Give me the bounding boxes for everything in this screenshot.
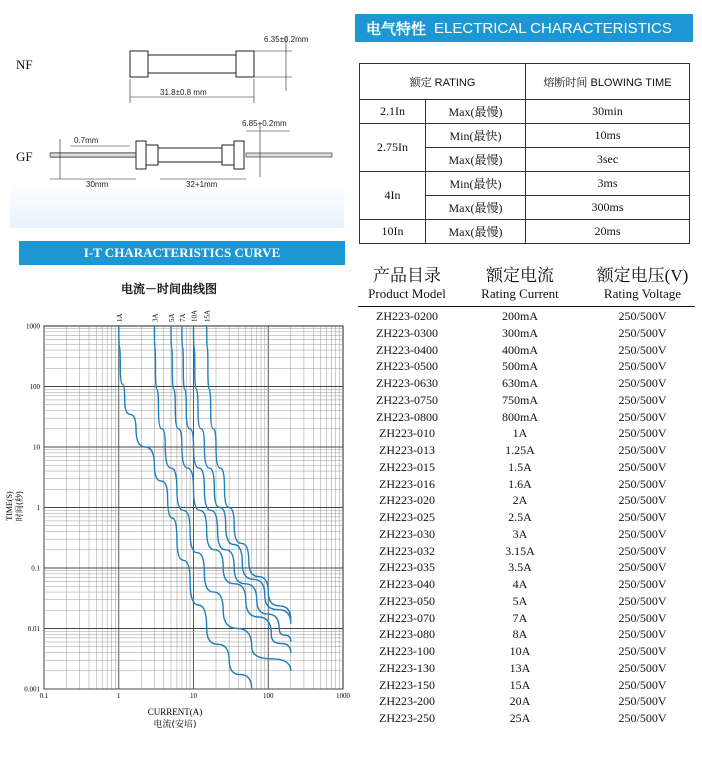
mode-cell: Min(最快) [426, 124, 526, 148]
model-cell: ZH223-250 [379, 711, 435, 725]
mode-cell: Min(最快) [426, 172, 526, 196]
nf-label: NF [16, 57, 33, 72]
y-tick-label: 0.001 [24, 685, 40, 694]
table-row [360, 409, 695, 426]
table-row [360, 392, 695, 409]
table-row [360, 375, 695, 392]
table-row [360, 476, 695, 493]
current-cell: 400mA [502, 342, 538, 357]
voltage-cell: 250/500V [618, 660, 667, 675]
current-cell: 3A [512, 526, 528, 541]
mode-cell: Max(最慢) [426, 148, 526, 172]
model-header-en: Product Model [368, 286, 446, 301]
table-row [360, 526, 695, 543]
voltage-cell: 250/500V [618, 711, 667, 725]
product-table-body [360, 308, 695, 727]
voltage-cell: 250/500V [618, 443, 667, 457]
model-cell: ZH223-150 [379, 677, 435, 692]
current-cell: 2A [512, 493, 528, 508]
model-cell: ZH223-0400 [376, 342, 438, 357]
table-row [360, 693, 695, 710]
voltage-cell: 250/500V [618, 325, 667, 340]
y-axis-label: TIME(S) [5, 491, 14, 521]
voltage-cell: 250/500V [618, 476, 667, 491]
x-tick-label: 10 [190, 692, 197, 700]
y-tick-label: 1 [36, 504, 40, 512]
current-cell: 15A [509, 677, 531, 692]
current-cell: 25A [509, 711, 531, 725]
current-cell: 4A [512, 577, 528, 591]
voltage-cell: 250/500V [618, 493, 667, 508]
table-row [360, 172, 690, 196]
current-cell: 20A [509, 694, 531, 709]
chart-grid [44, 326, 343, 689]
mode-cell: Max(最慢) [426, 220, 526, 244]
voltage-cell: 250/500V [618, 459, 667, 474]
voltage-cell: 250/500V [618, 677, 667, 692]
x-axis-label-cn: 电流(安培) [153, 720, 197, 730]
table-header-row [360, 64, 690, 100]
voltage-cell: 250/500V [618, 577, 667, 591]
model-cell: ZH223-0300 [376, 325, 438, 340]
gf-lead-dia-text: 0.7mm [74, 136, 99, 145]
product-table-header [360, 266, 695, 306]
table-row [360, 677, 695, 694]
series-label-1a: 1A [115, 313, 124, 322]
current-cell: 5A [512, 593, 528, 608]
gf-diameter-text: 6.85+0.2mm [242, 119, 287, 128]
model-cell: ZH223-035 [379, 560, 435, 575]
time-cell: 10ms [526, 124, 690, 148]
current-cell: 300mA [502, 325, 538, 340]
it-curve-chart [0, 296, 355, 736]
voltage-cell: 250/500V [618, 694, 667, 709]
model-cell: ZH223-080 [379, 627, 435, 642]
table-row [360, 100, 690, 124]
table-row [360, 459, 695, 476]
table-row [360, 492, 695, 509]
table-row [360, 660, 695, 677]
rating-column-header: 额定 RATING [360, 64, 526, 100]
current-cell: 7A [512, 610, 528, 625]
table-row [360, 358, 695, 375]
series-label-15a: 15A [203, 309, 212, 322]
model-cell: ZH223-013 [379, 443, 435, 457]
voltage-cell: 250/500V [618, 644, 667, 658]
model-cell: ZH223-015 [379, 459, 435, 474]
gf-lead-len-text: 30mm [86, 180, 109, 189]
time-cell: 3sec [526, 148, 690, 172]
model-cell: ZH223-050 [379, 593, 435, 608]
voltage-cell: 250/500V [618, 510, 667, 524]
it-curve-header: I-T CHARACTERISTICS CURVE [19, 241, 345, 265]
voltage-cell: 250/500V [618, 610, 667, 625]
header-divider [358, 306, 695, 307]
model-cell: ZH223-130 [379, 660, 435, 675]
series-label-3a: 3A [151, 313, 160, 322]
table-row [360, 710, 695, 727]
table-row [360, 325, 695, 342]
table-row [360, 610, 695, 627]
voltage-cell: 250/500V [618, 627, 667, 642]
y-tick-label: 100 [29, 383, 40, 391]
current-column-header [470, 266, 570, 302]
model-cell: ZH223-010 [379, 426, 435, 441]
current-cell: 1A [512, 426, 528, 441]
model-header-cn: 产品目录 [373, 266, 441, 285]
rating-cell: 10In [360, 220, 426, 244]
table-row [360, 308, 695, 325]
fuse-outline-drawing [10, 19, 344, 228]
current-cell: 1.25A [505, 443, 535, 457]
current-cell: 200mA [502, 309, 538, 323]
model-cell: ZH223-020 [379, 493, 435, 508]
y-axis-label-cn: 时间(秒) [15, 490, 24, 522]
model-cell: ZH223-100 [379, 644, 435, 658]
table-row [360, 425, 695, 442]
time-cell: 3ms [526, 172, 690, 196]
time-cell: 20ms [526, 220, 690, 244]
current-cell: 800mA [502, 409, 538, 424]
voltage-cell: 250/500V [618, 543, 667, 558]
current-cell: 1.5A [508, 459, 532, 474]
table-row [360, 576, 695, 593]
electrical-table [359, 63, 690, 244]
rating-cell: 2.75In [360, 124, 426, 172]
voltage-column-header [590, 266, 695, 302]
model-cell: ZH223-0750 [376, 392, 438, 407]
current-cell: 13A [509, 660, 531, 675]
model-cell: ZH223-200 [379, 694, 435, 709]
model-cell: ZH223-030 [379, 526, 435, 541]
y-tick-label: 1000 [26, 322, 40, 331]
y-tick-label: 0.1 [31, 564, 40, 573]
current-cell: 8A [512, 627, 528, 642]
gf-label: GF [16, 149, 33, 164]
model-column-header [360, 266, 454, 302]
model-cell: ZH223-040 [379, 577, 435, 591]
current-cell: 1.6A [508, 476, 532, 491]
x-tick-label: 0.1 [39, 692, 49, 700]
current-cell: 3.15A [505, 543, 535, 558]
x-axis-label: CURRENT(A) [147, 707, 203, 717]
model-cell: ZH223-0200 [376, 309, 438, 323]
time-cell: 30min [526, 100, 690, 124]
current-cell: 500mA [502, 359, 538, 374]
mode-cell: Max(最慢) [426, 100, 526, 124]
model-cell: ZH223-032 [379, 543, 435, 558]
voltage-cell: 250/500V [618, 409, 667, 424]
model-cell: ZH223-0500 [376, 359, 438, 374]
nf-length-text: 31.8±0.8 mm [160, 88, 207, 97]
voltage-cell: 250/500V [618, 309, 667, 323]
x-tick-label: 1 [117, 692, 121, 700]
model-cell: ZH223-016 [379, 476, 435, 491]
current-header-en: Rating Current [481, 286, 559, 301]
table-row [360, 626, 695, 643]
gf-body-len-text: 32+1mm [186, 180, 218, 189]
series-label-7a: 7A [178, 313, 187, 322]
x-tick-label: 100 [263, 692, 274, 700]
voltage-cell: 250/500V [618, 392, 667, 407]
model-cell: ZH223-025 [379, 510, 435, 524]
current-cell: 10A [509, 644, 531, 658]
table-row [360, 543, 695, 560]
nf-diameter-text: 6.35±0.2mm [264, 35, 309, 44]
rating-cell: 2.1In [360, 100, 426, 124]
table-row [360, 220, 690, 244]
voltage-header-cn: 额定电压(V) [596, 266, 689, 285]
current-cell: 2.5A [508, 510, 532, 524]
voltage-cell: 250/500V [618, 342, 667, 357]
voltage-cell: 250/500V [618, 376, 667, 390]
series-label-10a: 10A [190, 309, 199, 322]
y-tick-label: 0.01 [27, 625, 40, 633]
chart-title: 电流－时间曲线图 [121, 282, 218, 296]
table-row [360, 643, 695, 660]
table-row [360, 342, 695, 359]
blowing-time-column-header: 熔断时间 BLOWING TIME [526, 64, 690, 100]
table-row [360, 509, 695, 526]
table-row [360, 559, 695, 576]
voltage-cell: 250/500V [618, 359, 667, 374]
time-cell: 300ms [526, 196, 690, 220]
model-cell: ZH223-0630 [376, 376, 438, 390]
mode-cell: Max(最慢) [426, 196, 526, 220]
electrical-header-en: ELECTRICAL CHARACTERISTICS [434, 19, 672, 37]
dimension-drawing [10, 19, 344, 228]
model-cell: ZH223-070 [379, 610, 435, 625]
electrical-characteristics-header [355, 14, 693, 42]
current-cell: 750mA [502, 392, 538, 407]
table-row [360, 442, 695, 459]
voltage-cell: 250/500V [618, 593, 667, 608]
current-cell: 630mA [502, 376, 538, 390]
rating-cell: 4In [360, 172, 426, 220]
y-tick-label: 10 [33, 443, 40, 452]
voltage-cell: 250/500V [618, 560, 667, 575]
voltage-cell: 250/500V [618, 426, 667, 441]
model-cell: ZH223-0800 [376, 409, 438, 424]
voltage-cell: 250/500V [618, 526, 667, 541]
electrical-header-cn: 电气特性 [366, 20, 427, 38]
current-cell: 3.5A [508, 560, 532, 575]
table-row [360, 124, 690, 148]
table-row [360, 593, 695, 610]
current-header-cn: 额定电流 [486, 266, 554, 285]
voltage-header-en: Rating Voltage [603, 286, 682, 301]
series-label-5a: 5A [167, 313, 176, 322]
x-tick-label: 1000 [336, 692, 350, 700]
